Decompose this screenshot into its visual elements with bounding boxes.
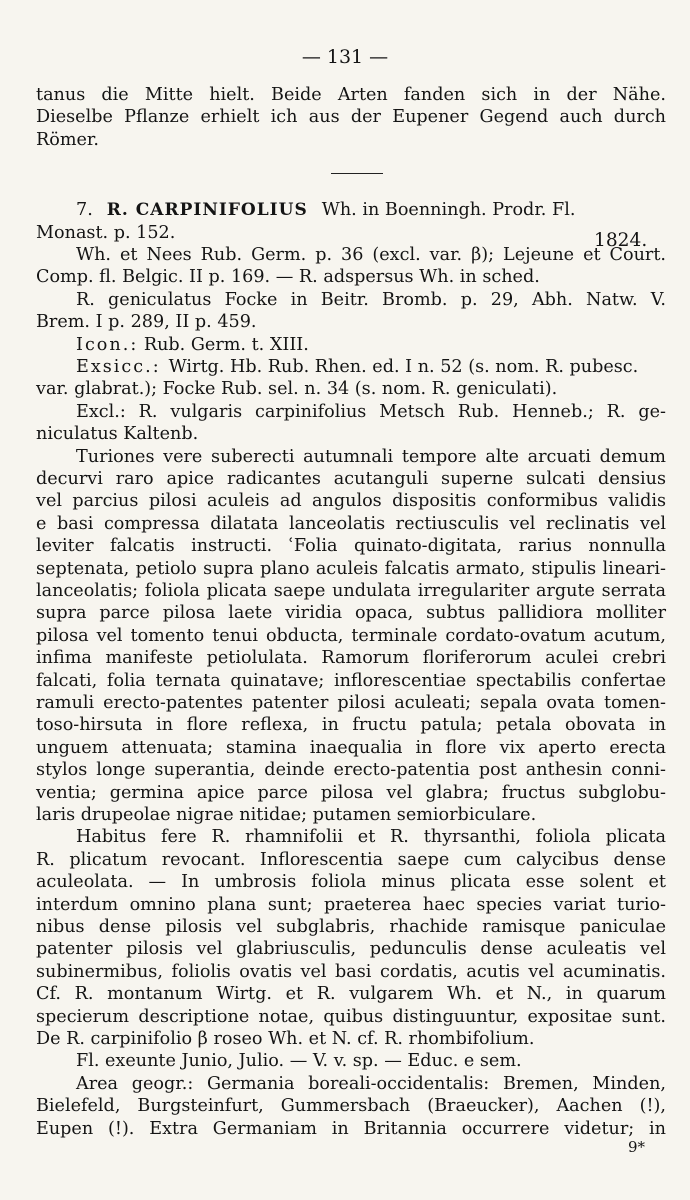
excl-line: Excl.: R. vulgaris carpinifolius Metsch Rub. Henneb.; R. ge- xyxy=(76,401,666,422)
description-line: laris drupeolae nigrae nitidae; putamen semiorbiculare. xyxy=(36,805,537,825)
icon-reference xyxy=(76,334,666,356)
habitus-line: Cf. R. montanum Wirtg. et R. vulgarem Wh. et N., in quarum xyxy=(36,984,666,1005)
description-line: supra parce pilosa laete viridia opaca, subtus pallidiora molliter xyxy=(36,603,666,624)
habitus-line: interdum omnino plana sunt; praeterea haec species variat turio- xyxy=(36,894,666,915)
area-line: Eupen (!). Extra Germaniam in Britannia occurrere videtur; in xyxy=(36,1118,666,1139)
signature-mark: 9* xyxy=(628,1138,646,1156)
description-line: vel parcius pilosi aculeis ad angulos dispositis conformibus validis xyxy=(36,491,666,512)
excl-line: niculatus Kaltenb. xyxy=(36,424,199,445)
area-line: Bielefeld, Burgsteinfurt, Gummersbach (Braeucker), Aachen (!), xyxy=(36,1096,666,1117)
species-name: R. CARPINIFOLIUS xyxy=(106,200,308,221)
description-line: e basi compressa dilatata lanceolatis rectiusculis vel reclinatis vel xyxy=(36,513,666,534)
description-line: leviter falcatis instructi. ʿFolia quinato-digitata, rarius nonnulla xyxy=(36,536,666,557)
text-line: Dieselbe Pflanze erhielt ich aus der Eupener Gegend auch durch xyxy=(36,107,666,128)
habitus-line: Habitus fere R. rhamnifolii et R. thyrsanthi, foliola plicata xyxy=(76,827,666,848)
description-line: falcati, folia ternata quinatave; inflorescentiae spectabilis confertae xyxy=(36,670,666,691)
description-line: unguem attenuata; stamina inaequalia in flore vix aperto erecta xyxy=(36,737,666,758)
description-line: lanceolatis; foliola plicata saepe undulata irregulariter argute serrata xyxy=(36,581,666,601)
description-line: toso-hirsuta in flore reflexa, in fructu patula; petala obovata in xyxy=(36,715,666,736)
publication-year: 1824. xyxy=(594,229,648,251)
species-number: 7. xyxy=(76,200,93,221)
habitus-line: R. plicatum revocant. Inflorescentia saepe cum calycibus dense xyxy=(36,849,666,870)
page-number: — 131 — xyxy=(301,46,389,68)
text-line: tanus die Mitte hielt. Beide Arten fanden sich in der Nähe. xyxy=(36,85,666,105)
habitus-line: nibus dense pilosis vel subglabris, rhachide ramisque paniculae xyxy=(36,917,666,937)
description-line: Turiones vere suberecti autumnali tempore alte arcuati demum xyxy=(76,446,666,467)
exsiccata-line-2: var. glabrat.); Focke Rub. sel. n. 34 (s. nom. R. geniculati). xyxy=(36,379,558,400)
flowering-line: Fl. exeunte Junio, Julio. — V. v. sp. — Educ. e sem. xyxy=(76,1051,522,1072)
exsiccata-line xyxy=(76,356,666,378)
area-line: Area geogr.: Germania boreali-occidentalis: Bremen, Minden, xyxy=(76,1073,666,1094)
synonym-line: R. geniculatus Focke in Beitr. Bromb. p. 29, Abh. Natw. V. xyxy=(76,289,666,310)
species-heading xyxy=(76,199,666,221)
description-line: ventia; germina apice parce pilosa vel glabra; fructus subglobu- xyxy=(36,782,666,803)
exsiccata-text: Wirtg. Hb. Rub. Rhen. ed. I n. 52 (s. nom. R. pubesc. xyxy=(168,357,639,377)
habitus-line: De R. carpinifolio β roseo Wh. et N. cf. R. rhombifolium. xyxy=(36,1029,535,1049)
species-authority: Wh. in Boenningh. Prodr. Fl. xyxy=(321,200,576,221)
heading-citation: Monast. p. 152. xyxy=(36,222,176,243)
synonym-line: Brem. I p. 289, II p. 459. xyxy=(36,312,257,333)
habitus-line: specierum descriptione notae, quibus distinguuntur, expositae sunt. xyxy=(36,1006,666,1027)
description-line: septenata, petiolo supra plano aculeis falcatis armato, stipulis lineari- xyxy=(36,558,666,579)
habitus-line: subinermibus, foliolis ovatis vel basi cordatis, acutis vel acuminatis. xyxy=(36,961,666,982)
habitus-line: aculeolata. — In umbrosis foliola minus plicata esse solent et xyxy=(36,872,666,893)
description-line: decurvi raro apice radicantes acutanguli superne sulcati densius xyxy=(36,469,666,489)
synonym-line: Comp. fl. Belgic. II p. 169. — R. adspersus Wh. in sched. xyxy=(36,267,540,288)
description-line: infima manifeste petiolulata. Ramorum floriferorum aculei crebri xyxy=(36,648,666,669)
synonym-line: Wh. et Nees Rub. Germ. p. 36 (excl. var. β); Lejeune et Court. xyxy=(76,245,666,265)
description-line: pilosa vel tomento tenui obducta, terminale cordato-ovatum acutum, xyxy=(36,625,666,646)
icon-label: Icon.: xyxy=(76,334,139,355)
icon-text: Rub. Germ. t. XIII. xyxy=(143,334,309,355)
section-divider xyxy=(331,173,383,174)
habitus-line: patenter pilosis vel glabriusculis, pedunculis dense aculeatis vel xyxy=(36,939,666,960)
description-line: ramuli erecto-patentes patenter pilosi aculeati; sepala ovata tomen- xyxy=(36,693,666,713)
description-line: stylos longe superantia, deinde erecto-patentia post anthesin conni- xyxy=(36,760,666,781)
exsiccata-label: Exsicc.: xyxy=(76,357,161,377)
text-line: Römer. xyxy=(36,129,100,150)
